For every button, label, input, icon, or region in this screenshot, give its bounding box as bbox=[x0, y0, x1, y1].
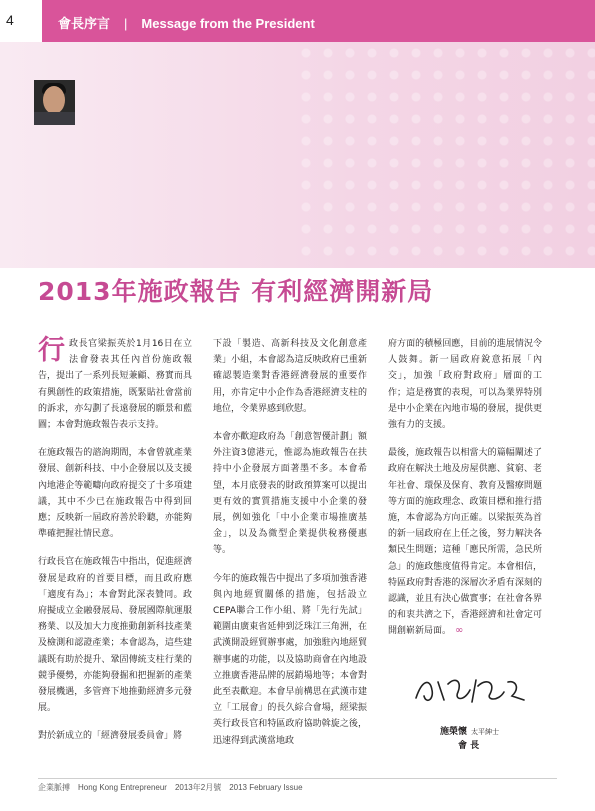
article-column-1 bbox=[38, 336, 192, 757]
footer-divider bbox=[38, 778, 557, 779]
end-mark-icon: ∞ bbox=[455, 625, 464, 637]
signatory-title: 會 長 bbox=[458, 741, 480, 751]
footer-publication-english: Hong Kong Entrepreneur bbox=[78, 783, 167, 792]
banner-pattern bbox=[295, 42, 595, 268]
footer-publication-chinese: 企業脈搏 bbox=[38, 783, 70, 792]
paragraph: 在施政報告的諮詢期間，本會曾就產業發展、創新科技、中小企發展以及支援內地港企等範疇向政府提交了十多項建議，其中不少已在施政報告中得到回應；反映新一屆政府善於聆聽，亦能夠準確把握社情民意。 bbox=[38, 448, 192, 540]
paragraph: 今年的施政報告中提出了多項加強香港與內地經貿關係的措施，包括設立CEPA聯合工作小組、將「先行先試」範圍由廣東省延伸到泛珠江三角洲，在武漢開設經貿辦事處，加強駐內地經貿辦事處的功能，以及協助商會在內地設立推廣香港品牌的展銷場地等；本會對此至表歡迎。本會早前構思在武漢市建立「工展會」的長久綜合會場，經梁振英行政長官和特區政府協助斡旋之後，迅速得到武漢當地政 bbox=[213, 573, 367, 746]
signatory-name: 施榮懷 太平紳士 bbox=[440, 727, 500, 737]
article-column-3 bbox=[388, 336, 542, 652]
paragraph: 本會亦歡迎政府為「創意智優計劃」額外注資3億港元，惟認為施政報告在扶持中小企發展方面著墨不多。本會希望，本月底發表的財政預算案可以提出更有效的實質措施支援中小企業的發展，例如強化「中小企業市場推廣基金」，以及為微型企業提供稅務優惠等。 bbox=[213, 432, 367, 556]
paragraph: 府方面的積極回應，目前的進展情況令人鼓舞。新一屆政府銳意拓展「內交」，加強「政府對政府」層面的工作；這是務實的表現，可以為業界特別是中小企業在內地市場的發展，提供更強有力的支援。 bbox=[388, 339, 542, 431]
handwritten-signature bbox=[412, 670, 532, 710]
paragraph: 下設「製造、高新科技及文化創意產業」小組，本會認為這反映政府已重新確認製造業對香港經濟發展的重要作用，亦肯定中小企作為香港經濟支柱的地位，令業界感到欣慰。 bbox=[213, 339, 367, 414]
article-column-2 bbox=[213, 336, 367, 761]
footer-issue-english: 2013 February Issue bbox=[229, 783, 303, 792]
dropcap: 行 bbox=[38, 335, 65, 366]
president-portrait bbox=[34, 80, 75, 125]
paragraph: 最後，施政報告以相當大的篇幅闡述了政府在解決土地及房屋供應、貧窮、老年社會、環保及保育、教育及醫療問題等方面的施政理念、政策目標和推行措施，本會認為方向正確。以梁振英為首的新一屆政府在上任之後，努力解決各類民生問題；這種「應民所需，急民所急」的施政態度值得肯定。本會相信，特區政府對香港的深層次矛盾有深刻的認識，並且有決心做實事；在社會各界的和衷共濟之下，香港經濟和社會定可開創嶄新局面。 ∞ bbox=[388, 445, 542, 639]
footer bbox=[38, 782, 311, 793]
paragraph: 行政長官在施政報告中指出，促進經濟發展是政府的首要目標，而且政府應「適度有為」；本會對此深表贊同。政府擬成立金融發展局、發展國際航運服務業、以及加大力度推動創新科技產業及檢測和認證產業；本會認為，這些建議既有助於提升、鞏固傳統支柱行業的競爭優勢，亦能夠發掘和把握新的產業發展機遇，多管齊下地推動經濟多元發展。 bbox=[38, 557, 192, 714]
header-banner bbox=[0, 42, 595, 268]
article-title: 2013年施政報告 有利經濟開新局 bbox=[38, 277, 434, 306]
section-header bbox=[58, 13, 315, 32]
page-number: 4 bbox=[6, 12, 14, 28]
footer-issue-chinese: 2013年2月號 bbox=[174, 783, 222, 792]
section-title-chinese: 會長序言 bbox=[58, 16, 111, 31]
paragraph: 對於新成立的「經濟發展委員會」將 bbox=[38, 731, 183, 742]
paragraph: 行政長官梁振英於1月16日在立法會發表其任內首份施政報告，提出了一系列長短兼顧、務實而具有興創性的政策措施，既緊貼社會當前的訴求，亦勾劃了長遠發展的願景和藍圖；本會對施政報告表示支持。 bbox=[38, 335, 192, 431]
section-title-english: Message from the President bbox=[141, 16, 315, 31]
header-separator: | bbox=[124, 16, 128, 31]
honorific: 太平紳士 bbox=[471, 728, 500, 736]
